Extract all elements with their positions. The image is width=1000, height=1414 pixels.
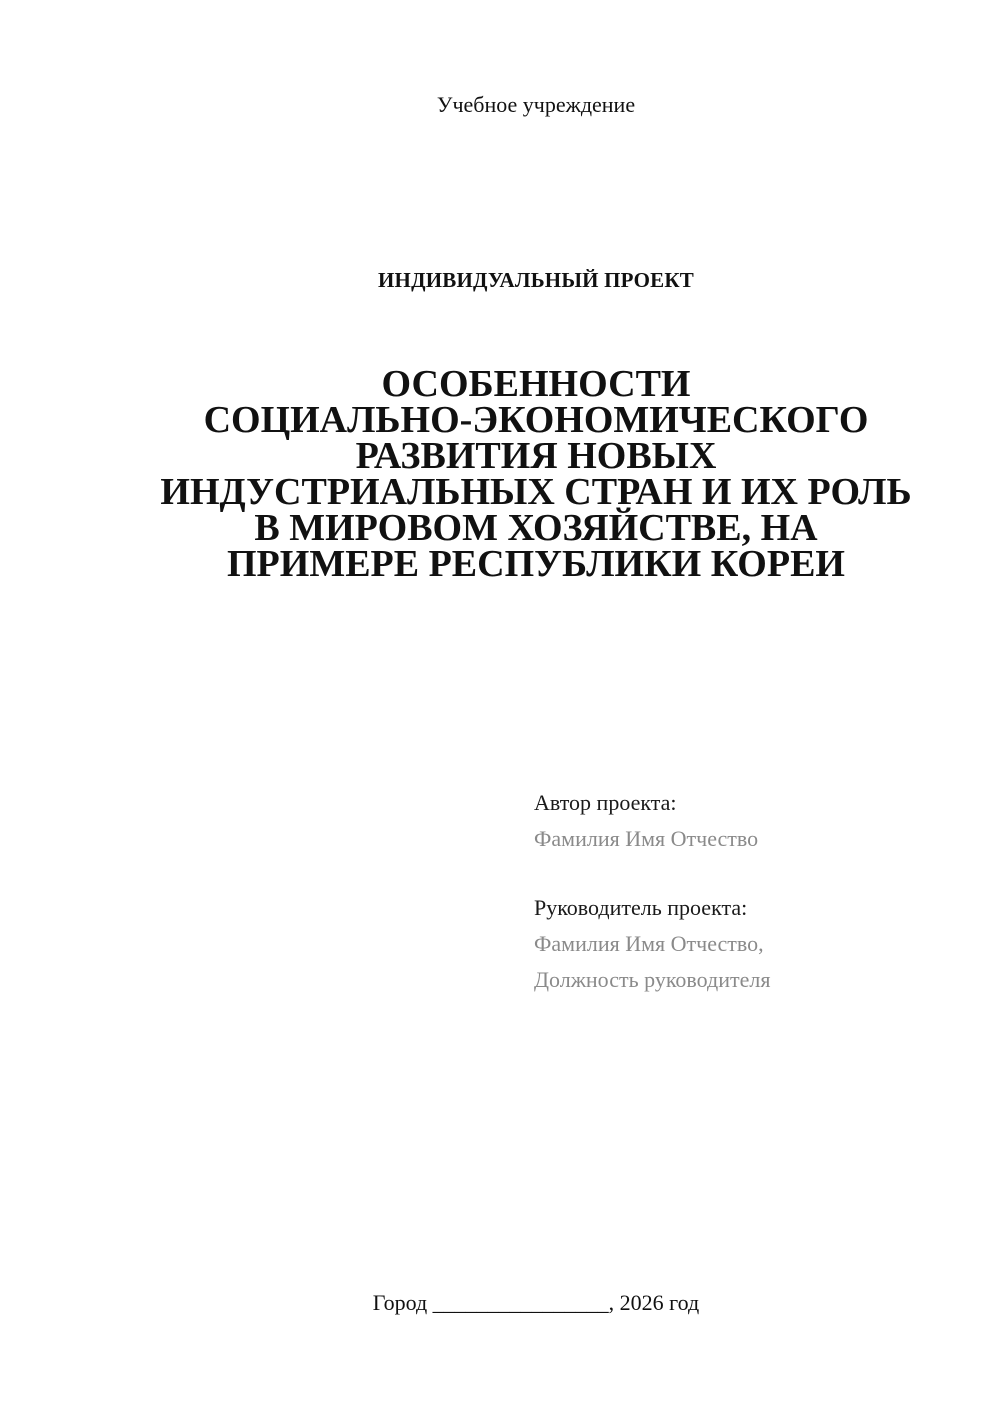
supervisor-label: Руководитель проекта:: [534, 895, 748, 920]
title-line: В МИРОВОМ ХОЗЯЙСТВЕ, НА: [254, 507, 818, 549]
institution-name: Учебное учреждение: [436, 92, 636, 117]
supervisor-block: [534, 890, 974, 998]
title-line: РАЗВИТИЯ НОВЫХ: [355, 435, 717, 477]
title-line: СОЦИАЛЬНО-ЭКОНОМИЧЕСКОГО: [203, 399, 869, 441]
title-line: ИНДУСТРИАЛЬНЫХ СТРАН И ИХ РОЛЬ: [160, 471, 912, 513]
author-name: Фамилия Имя Отчество: [534, 826, 759, 851]
project-title: [120, 363, 952, 585]
supervisor-position: Должность руководителя: [534, 967, 771, 992]
author-block: [534, 785, 974, 857]
title-line: ПРИМЕРЕ РЕСПУБЛИКИ КОРЕИ: [227, 543, 845, 585]
document-type: ИНДИВИДУАЛЬНЫЙ ПРОЕКТ: [378, 268, 694, 292]
supervisor-name: Фамилия Имя Отчество,: [534, 931, 764, 956]
author-label: Автор проекта:: [534, 790, 677, 815]
city-year-line: Город ________________, 2026 год: [372, 1290, 700, 1315]
title-line: ОСОБЕННОСТИ: [381, 363, 691, 405]
